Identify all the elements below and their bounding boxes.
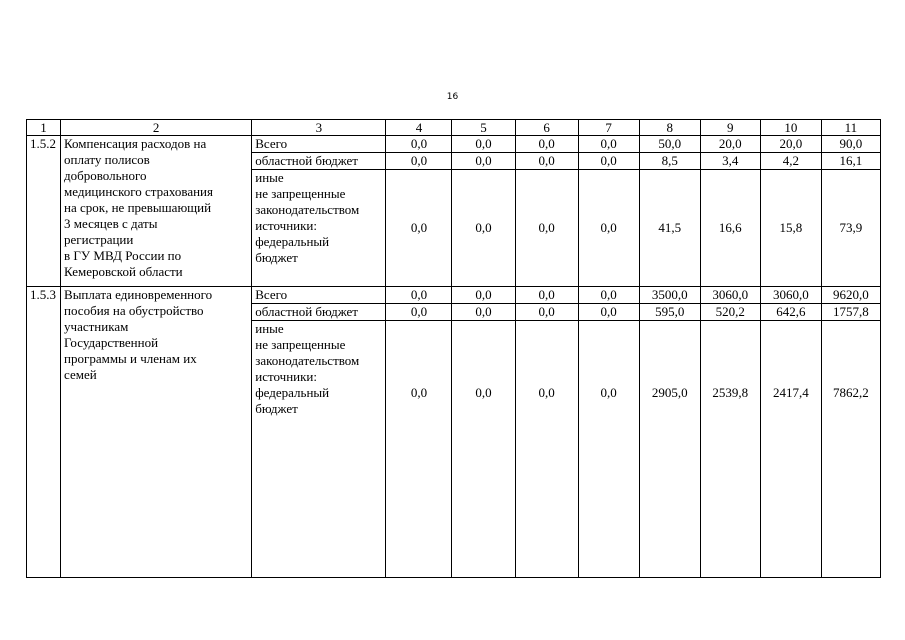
value-cell: 2417,4 bbox=[760, 321, 821, 578]
value-cell: 4,2 bbox=[760, 153, 821, 170]
funding-source-line: законодательством bbox=[255, 202, 360, 217]
funding-source-line: Всего bbox=[255, 136, 288, 151]
value-cell: 0,0 bbox=[386, 170, 452, 287]
item-name-line: Компенсация расходов на bbox=[64, 136, 207, 151]
value-cell: 41,5 bbox=[639, 170, 700, 287]
item-name-line: Кемеровской области bbox=[64, 264, 183, 279]
item-name-line: Выплата единовременного bbox=[64, 287, 213, 302]
item-name-line: программы и членам их bbox=[64, 351, 197, 366]
budget-table bbox=[26, 119, 881, 578]
column-header: 8 bbox=[639, 120, 700, 136]
page-number: 16 bbox=[446, 92, 459, 102]
value-cell: 0,0 bbox=[515, 287, 578, 304]
funding-source bbox=[252, 136, 386, 153]
column-header: 6 bbox=[515, 120, 578, 136]
value-cell: 0,0 bbox=[515, 170, 578, 287]
funding-source bbox=[252, 287, 386, 304]
value-cell: 0,0 bbox=[386, 136, 452, 153]
item-name-line: медицинского страхования bbox=[64, 184, 213, 199]
item-name-line: пособия на обустройство bbox=[64, 303, 204, 318]
value-cell: 73,9 bbox=[821, 170, 880, 287]
value-cell: 9620,0 bbox=[821, 287, 880, 304]
funding-source-line: иные bbox=[255, 170, 284, 185]
value-cell: 2905,0 bbox=[639, 321, 700, 578]
funding-source-line: федеральный bbox=[255, 385, 330, 400]
value-cell: 1757,8 bbox=[821, 304, 880, 321]
funding-source-line: областной бюджет bbox=[255, 153, 358, 168]
item-name-line: в ГУ МВД России по bbox=[64, 248, 182, 263]
item-name-line: Государственной bbox=[64, 335, 159, 350]
header-row bbox=[27, 120, 881, 136]
value-cell: 0,0 bbox=[452, 170, 515, 287]
funding-source-line: источники: bbox=[255, 218, 317, 233]
value-cell: 0,0 bbox=[386, 304, 452, 321]
column-header: 1 bbox=[27, 120, 61, 136]
value-cell: 0,0 bbox=[452, 304, 515, 321]
column-header: 3 bbox=[252, 120, 386, 136]
value-cell: 7862,2 bbox=[821, 321, 880, 578]
item-name-line: регистрации bbox=[64, 232, 134, 247]
value-cell: 595,0 bbox=[639, 304, 700, 321]
value-cell: 0,0 bbox=[515, 136, 578, 153]
funding-source-line: бюджет bbox=[255, 250, 298, 265]
value-cell: 3060,0 bbox=[700, 287, 760, 304]
table-body bbox=[27, 120, 881, 578]
funding-source-line: федеральный bbox=[255, 234, 330, 249]
funding-source-line: бюджет bbox=[255, 401, 298, 416]
value-cell: 2539,8 bbox=[700, 321, 760, 578]
funding-source bbox=[252, 170, 386, 287]
value-cell: 3060,0 bbox=[760, 287, 821, 304]
value-cell: 20,0 bbox=[700, 136, 760, 153]
item-name-line: 3 месяцев с даты bbox=[64, 216, 158, 231]
value-cell: 8,5 bbox=[639, 153, 700, 170]
value-cell: 0,0 bbox=[386, 321, 452, 578]
value-cell: 0,0 bbox=[452, 287, 515, 304]
item-name bbox=[61, 287, 252, 578]
column-header: 9 bbox=[700, 120, 760, 136]
funding-source-line: иные bbox=[255, 321, 284, 336]
value-cell: 0,0 bbox=[515, 153, 578, 170]
value-cell: 0,0 bbox=[386, 287, 452, 304]
item-name-line: добровольного bbox=[64, 168, 147, 183]
value-cell: 0,0 bbox=[515, 321, 578, 578]
item-name-line: участникам bbox=[64, 319, 129, 334]
item-name bbox=[61, 136, 252, 287]
item-name-line: на срок, не превышающий bbox=[64, 200, 212, 215]
funding-source-line: не запрещенные bbox=[255, 337, 346, 352]
item-name-line: семей bbox=[64, 367, 97, 382]
item-name-line: оплату полисов bbox=[64, 152, 150, 167]
funding-source-line: источники: bbox=[255, 369, 317, 384]
funding-source-line: не запрещенные bbox=[255, 186, 346, 201]
item-code: 1.5.3 bbox=[27, 287, 61, 578]
table-row bbox=[27, 287, 881, 304]
value-cell: 0,0 bbox=[452, 136, 515, 153]
value-cell: 3500,0 bbox=[639, 287, 700, 304]
funding-source bbox=[252, 304, 386, 321]
funding-source-line: областной бюджет bbox=[255, 304, 358, 319]
table-row bbox=[27, 136, 881, 153]
column-header: 7 bbox=[578, 120, 639, 136]
value-cell: 0,0 bbox=[386, 153, 452, 170]
value-cell: 20,0 bbox=[760, 136, 821, 153]
funding-source bbox=[252, 153, 386, 170]
funding-source-line: Всего bbox=[255, 287, 288, 302]
value-cell: 3,4 bbox=[700, 153, 760, 170]
value-cell: 0,0 bbox=[578, 170, 639, 287]
funding-source bbox=[252, 321, 386, 578]
column-header: 4 bbox=[386, 120, 452, 136]
value-cell: 0,0 bbox=[578, 153, 639, 170]
column-header: 5 bbox=[452, 120, 515, 136]
column-header: 2 bbox=[61, 120, 252, 136]
value-cell: 0,0 bbox=[578, 136, 639, 153]
value-cell: 520,2 bbox=[700, 304, 760, 321]
value-cell: 0,0 bbox=[578, 287, 639, 304]
value-cell: 15,8 bbox=[760, 170, 821, 287]
item-code: 1.5.2 bbox=[27, 136, 61, 287]
value-cell: 0,0 bbox=[452, 153, 515, 170]
value-cell: 90,0 bbox=[821, 136, 880, 153]
value-cell: 0,0 bbox=[515, 304, 578, 321]
value-cell: 50,0 bbox=[639, 136, 700, 153]
value-cell: 0,0 bbox=[578, 321, 639, 578]
value-cell: 16,6 bbox=[700, 170, 760, 287]
value-cell: 0,0 bbox=[452, 321, 515, 578]
value-cell: 0,0 bbox=[578, 304, 639, 321]
value-cell: 16,1 bbox=[821, 153, 880, 170]
value-cell: 642,6 bbox=[760, 304, 821, 321]
funding-source-line: законодательством bbox=[255, 353, 360, 368]
column-header: 11 bbox=[821, 120, 880, 136]
column-header: 10 bbox=[760, 120, 821, 136]
